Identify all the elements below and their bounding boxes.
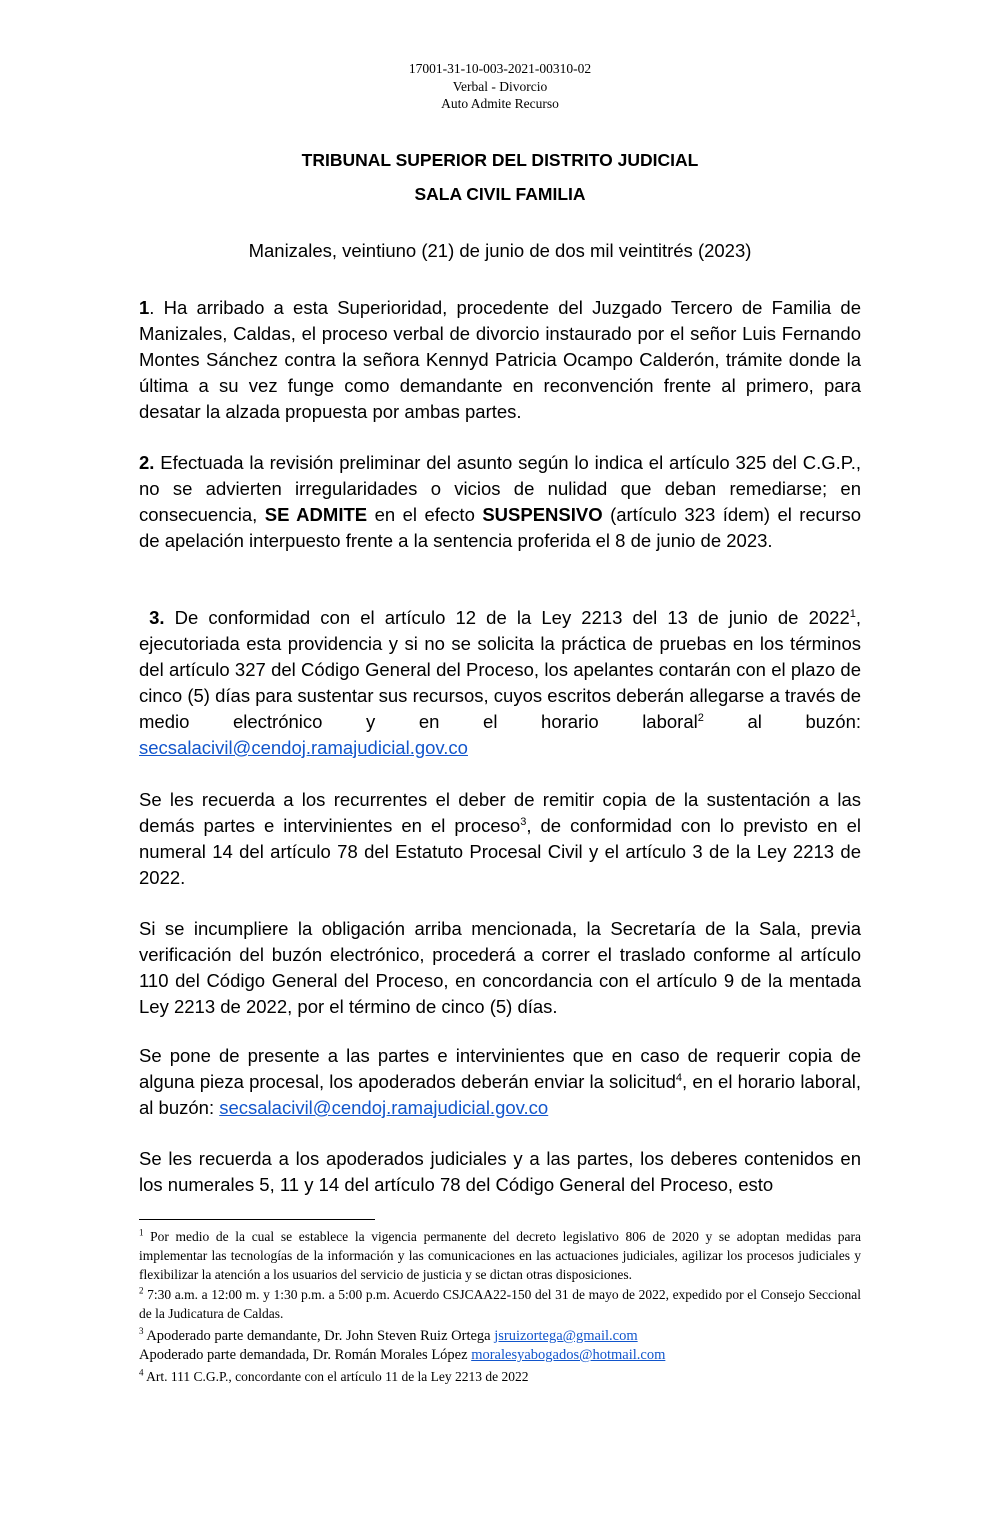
paragraph-text: , ejecutoriada esta providencia y si no se solicita la práctica de pruebas en los términos del artículo 327 del Código General del Proceso, los apelantes contarán con el plazo de cinco (5) días para sustentar sus recursos, cuyos escritos deberán allegarse a través de medio electrónico y en el horario laboral: [139, 607, 861, 732]
paragraph-text: , en el horario laboral, al buzón:: [139, 1071, 861, 1118]
date-line: Manizales, veintiuno (21) de junio de dos mil veintitrés (2023): [248, 240, 752, 261]
paragraph-1: [139, 295, 861, 425]
paragraph-3: [139, 605, 861, 761]
paragraph-5: Si se incumpliere la obligación arriba mencionada, la Secretaría de la Sala, previa verificación del buzón electrónico, procederá a correr el traslado conforme al artículo 110 del Código General del Proceso, en concordancia con el artículo 9 de la mentada Ley 2213 de 2022, por el término de cinco (5) días.: [139, 918, 861, 1017]
footnote-text: Apoderado parte demandante, Dr. John Steven Ruiz Ortega: [143, 1328, 495, 1344]
footnote-ref-3[interactable]: 3: [520, 815, 527, 828]
admission-emphasis: SE ADMITE: [264, 504, 368, 525]
email-link[interactable]: secsalacivil@cendoj.ramajudicial.gov.co: [139, 737, 468, 758]
email-link[interactable]: secsalacivil@cendoj.ramajudicial.gov.co: [219, 1097, 549, 1118]
case-number: 17001-31-10-003-2021-00310-02: [408, 61, 592, 76]
paragraph-text: Se les recuerda a los recurrentes el deber de remitir copia de la sustentación a las demás partes e intervinientes en el proceso: [139, 789, 861, 836]
footnote-separator: [139, 1219, 375, 1220]
paragraph-text: en el efecto: [367, 504, 483, 525]
footnote-1: [139, 1227, 861, 1284]
paragraph-text: De conformidad con el artículo 12 de la Ley 2213 del 13 de junio de 2022: [164, 607, 850, 628]
footnote-text: Apoderado parte demandada, Dr. Román Morales López: [139, 1347, 472, 1363]
footnote-line: [139, 1346, 861, 1365]
footnote-number: 2: [139, 1285, 144, 1296]
paragraph-number: 3.: [149, 607, 165, 628]
plaintiff-lawyer-email-link[interactable]: jsruizortega@gmail.com: [494, 1328, 638, 1344]
paragraph-text: , de conformidad con lo previsto en el numeral 14 del artículo 78 del Estatuto Procesal Civil y el artículo 3 de la Ley 2213 de 2022.: [139, 815, 861, 888]
paragraph-6: [139, 1043, 861, 1121]
footnote-text: Por medio de la cual se establece la vigencia permanente del decreto legislativo 806 de 2020 y se adoptan medidas para implementar las tecnologías de la información y las comunicaciones en las actuaciones judiciales, agilizar los procesos judiciales y flexibilizar la atención a los usuarios del servicio de justicia y se dictan otras disposiciones.: [139, 1229, 861, 1282]
paragraph-7: Se les recuerda a los apoderados judiciales y a las partes, los deberes contenidos en los numerales 5, 11 y 14 del artículo 78 del Código General del Proceso, esto: [139, 1148, 861, 1195]
paragraph-4: [139, 787, 861, 891]
footnote-line: [139, 1327, 861, 1346]
paragraph-text: al buzón:: [703, 711, 861, 732]
footnote-text: 7:30 a.m. a 12:00 m. y 1:30 p.m. a 5:00 p.m. Acuerdo CSJCAA22-150 del 31 de mayo de 2022, expedido por el Consejo Seccional de la Judicatura de Caldas.: [139, 1287, 861, 1321]
paragraph-text: Se pone de presente a las partes e intervinientes que en caso de requerir copia de alguna pieza procesal, los apoderados deberán enviar la solicitud: [139, 1045, 861, 1092]
footnote-number: 3: [139, 1326, 144, 1337]
footnote-2: [139, 1285, 861, 1323]
paragraph-number: 1: [139, 297, 150, 318]
chamber-title: SALA CIVIL FAMILIA: [414, 184, 586, 204]
paragraph-text: Efectuada la revisión preliminar del asunto según lo indica el artículo 325 del C.G.P., no se advierten irregularidades o vicios de nulidad que deban remediarse; en consecuencia,: [139, 452, 861, 525]
court-title: TRIBUNAL SUPERIOR DEL DISTRITO JUDICIAL: [301, 150, 699, 170]
footnote-3: [139, 1327, 861, 1365]
defendant-lawyer-email-link[interactable]: moralesyabogados@hotmail.com: [471, 1347, 666, 1363]
paragraph-number: 2.: [139, 452, 155, 473]
footnote-ref-4[interactable]: 4: [675, 1071, 683, 1084]
process-type: Verbal - Divorcio: [452, 78, 548, 94]
footnote-number: 1: [139, 1227, 144, 1238]
footnote-ref-2[interactable]: 2: [697, 711, 704, 724]
footnote-ref-1[interactable]: 1: [849, 607, 856, 620]
case-header: [0, 60, 1000, 113]
footnote-4: [139, 1367, 861, 1386]
paragraph-text: (artículo 323 ídem) el recurso de apelación interpuesto frente a la sentencia proferida el 8 de junio de 2023.: [139, 504, 861, 551]
footnote-text: Art. 111 C.G.P., concordante con el artículo 11 de la Ley 2213 de 2022: [143, 1369, 529, 1384]
document-type: Auto Admite Recurso: [441, 96, 559, 111]
effect-emphasis: SUSPENSIVO: [482, 504, 603, 525]
footnote-number: 4: [139, 1367, 144, 1378]
paragraph-2: [139, 450, 861, 554]
paragraph-text: . Ha arribado a esta Superioridad, procedente del Juzgado Tercero de Familia de Manizales, Caldas, el proceso verbal de divorcio instaurado por el señor Luis Fernando Montes Sánchez contra la señora Kennyd Patricia Ocampo Calderón, trámite donde la última a su vez funge como demandante en reconvención frente al primero, para desatar la alzada propuesta por ambas partes.: [139, 297, 861, 422]
